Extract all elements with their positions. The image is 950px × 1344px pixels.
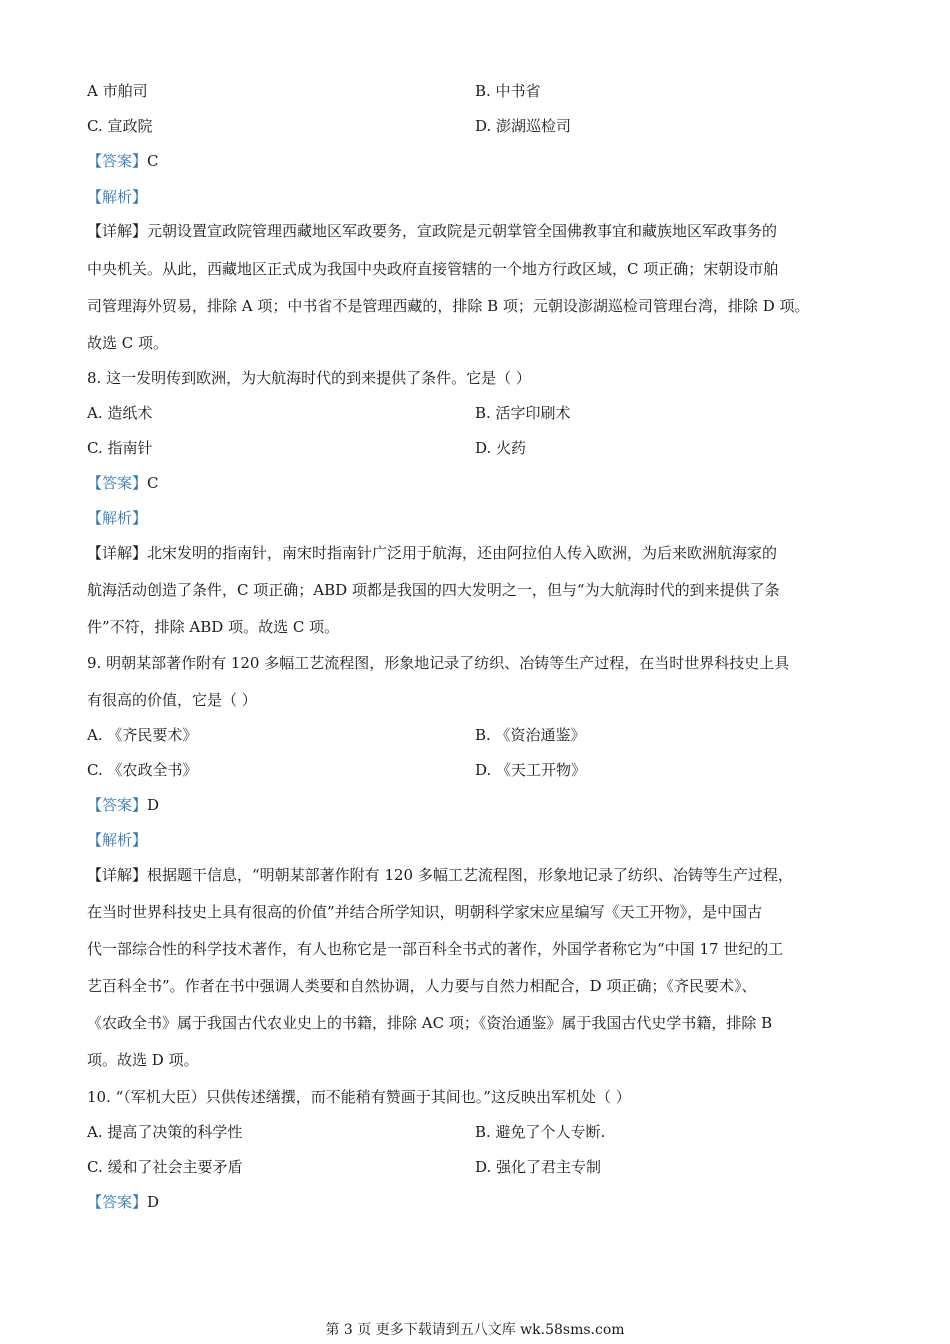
q10-option-d: D. 强化了君主专制 xyxy=(475,1158,602,1176)
q8-detail-line xyxy=(87,614,877,640)
q7-option-b: B. 中书省 xyxy=(475,82,541,100)
answer-value: D xyxy=(147,1193,160,1211)
q9-option-d: D. 《天工开物》 xyxy=(475,761,587,779)
q8-detail-line xyxy=(87,540,877,566)
detail-tag: 【详解】 xyxy=(87,544,148,562)
analysis-tag: 【解析】 xyxy=(87,831,148,849)
q10-options-row-1 xyxy=(87,1119,877,1145)
question-stem: 8. 这一发明传到欧洲，为大航海时代的到来提供了条件。它是（ ） xyxy=(87,369,531,387)
q9-detail-line xyxy=(87,936,877,962)
detail-text: 在当时世界科技史上具有很高的价值”并结合所学知识，明朝科学家宋应星编写《天工开物》，是中国古 xyxy=(87,903,763,921)
q9-stem xyxy=(87,650,877,676)
detail-text: 中央机关。从此，西藏地区正式成为我国中央政府直接管辖的一个地方行政区域，C 项正确；宋朝设市舶 xyxy=(87,260,779,278)
answer-value: C xyxy=(147,474,159,492)
detail-text: 代一部综合性的科学技术著作，有人也称它是一部百科全书式的著作，外国学者称它为“中国 17 世纪的工 xyxy=(87,940,784,958)
q7-option-a: A 市舶司 xyxy=(87,82,148,100)
q9-detail-line xyxy=(87,899,877,925)
answer-tag: 【答案】 xyxy=(87,1193,148,1211)
q9-answer xyxy=(87,792,877,818)
q9-detail-line xyxy=(87,862,877,888)
q8-option-d: D. 火药 xyxy=(475,439,527,457)
q7-detail-line xyxy=(87,293,877,319)
answer-value: C xyxy=(147,152,159,170)
detail-text: 《农政全书》属于我国古代农业史上的书籍，排除 AC 项；《资治通鉴》属于我国古代史学书籍，排除 B xyxy=(87,1014,773,1032)
detail-tag: 【详解】 xyxy=(87,222,148,240)
q8-option-b: B. 活字印刷术 xyxy=(475,404,571,422)
q8-options-row-2 xyxy=(87,435,877,461)
question-stem: 10. “（军机大臣）只供传述缮撰，而不能稍有赞画于其间也。”这反映出军机处（ ） xyxy=(87,1088,631,1106)
q9-option-c: C. 《农政全书》 xyxy=(87,761,198,779)
q8-answer xyxy=(87,470,877,496)
q8-option-c: C. 指南针 xyxy=(87,439,153,457)
q7-options-row-1 xyxy=(87,78,877,104)
question-stem: 有很高的价值，它是（ ） xyxy=(87,691,257,709)
q8-stem xyxy=(87,365,877,391)
q10-stem xyxy=(87,1084,877,1110)
analysis-tag: 【解析】 xyxy=(87,188,148,206)
detail-text: 元朝设置宣政院管理西藏地区军政要务，宣政院是元朝掌管全国佛教事宜和藏族地区军政事务的 xyxy=(147,222,778,240)
detail-text: 司管理海外贸易，排除 A 项；中书省不是管理西藏的，排除 B 项；元朝设澎湖巡检司管理台湾，排除 D 项。 xyxy=(87,297,810,315)
q7-detail-line xyxy=(87,256,877,282)
q7-detail-line xyxy=(87,330,877,356)
detail-text: 故选 C 项。 xyxy=(87,334,169,352)
question-stem: 9. 明朝某部著作附有 120 多幅工艺流程图，形象地记录了纺织、冶铸等生产过程，在当时世界科技史上具 xyxy=(87,654,790,672)
q10-answer xyxy=(87,1189,877,1215)
q9-detail-line xyxy=(87,1010,877,1036)
q9-options-row-1 xyxy=(87,722,877,748)
q7-analysis-heading xyxy=(87,184,877,210)
page-footer: 第 3 页 更多下载请到五八文库 wk.58sms.com xyxy=(325,1322,625,1338)
q10-option-b: B. 避免了个人专断. xyxy=(475,1123,606,1141)
detail-text: 件”不符，排除 ABD 项。故选 C 项。 xyxy=(87,618,340,636)
detail-tag: 【详解】 xyxy=(87,866,148,884)
q10-options-row-2 xyxy=(87,1154,877,1180)
q7-option-c: C. 宣政院 xyxy=(87,117,153,135)
q10-option-c: C. 缓和了社会主要矛盾 xyxy=(87,1158,243,1176)
q8-analysis-heading xyxy=(87,505,877,531)
q8-detail-line xyxy=(87,577,877,603)
q9-detail-line xyxy=(87,1047,877,1073)
analysis-tag: 【解析】 xyxy=(87,509,148,527)
q9-options-row-2 xyxy=(87,757,877,783)
q10-option-a: A. 提高了决策的科学性 xyxy=(87,1123,243,1141)
detail-text: 北宋发明的指南针，南宋时指南针广泛用于航海，还由阿拉伯人传入欧洲，为后来欧洲航海家的 xyxy=(147,544,778,562)
answer-tag: 【答案】 xyxy=(87,152,148,170)
detail-text: 艺百科全书”。作者在书中强调人类要和自然协调，人力要与自然力相配合，D 项正确；《齐民要术》、 xyxy=(87,977,757,995)
answer-tag: 【答案】 xyxy=(87,474,148,492)
q9-detail-line xyxy=(87,973,877,999)
q8-option-a: A. 造纸术 xyxy=(87,404,153,422)
q9-option-b: B. 《资治通鉴》 xyxy=(475,726,586,744)
detail-text: 根据题干信息，“明朝某部著作附有 120 多幅工艺流程图，形象地记录了纺织、冶铸等生产过程， xyxy=(147,866,793,884)
q8-options-row-1 xyxy=(87,400,877,426)
q9-stem xyxy=(87,687,877,713)
q7-options-row-2 xyxy=(87,113,877,139)
detail-text: 航海活动创造了条件，C 项正确；ABD 项都是我国的四大发明之一，但与“为大航海时代的到来提供了条 xyxy=(87,581,780,599)
answer-tag: 【答案】 xyxy=(87,796,148,814)
detail-text: 项。故选 D 项。 xyxy=(87,1051,199,1069)
q7-detail-line xyxy=(87,218,877,244)
answer-value: D xyxy=(147,796,160,814)
q9-analysis-heading xyxy=(87,827,877,853)
q7-option-d: D. 澎湖巡检司 xyxy=(475,117,572,135)
q9-option-a: A. 《齐民要术》 xyxy=(87,726,198,744)
q7-answer xyxy=(87,148,877,174)
